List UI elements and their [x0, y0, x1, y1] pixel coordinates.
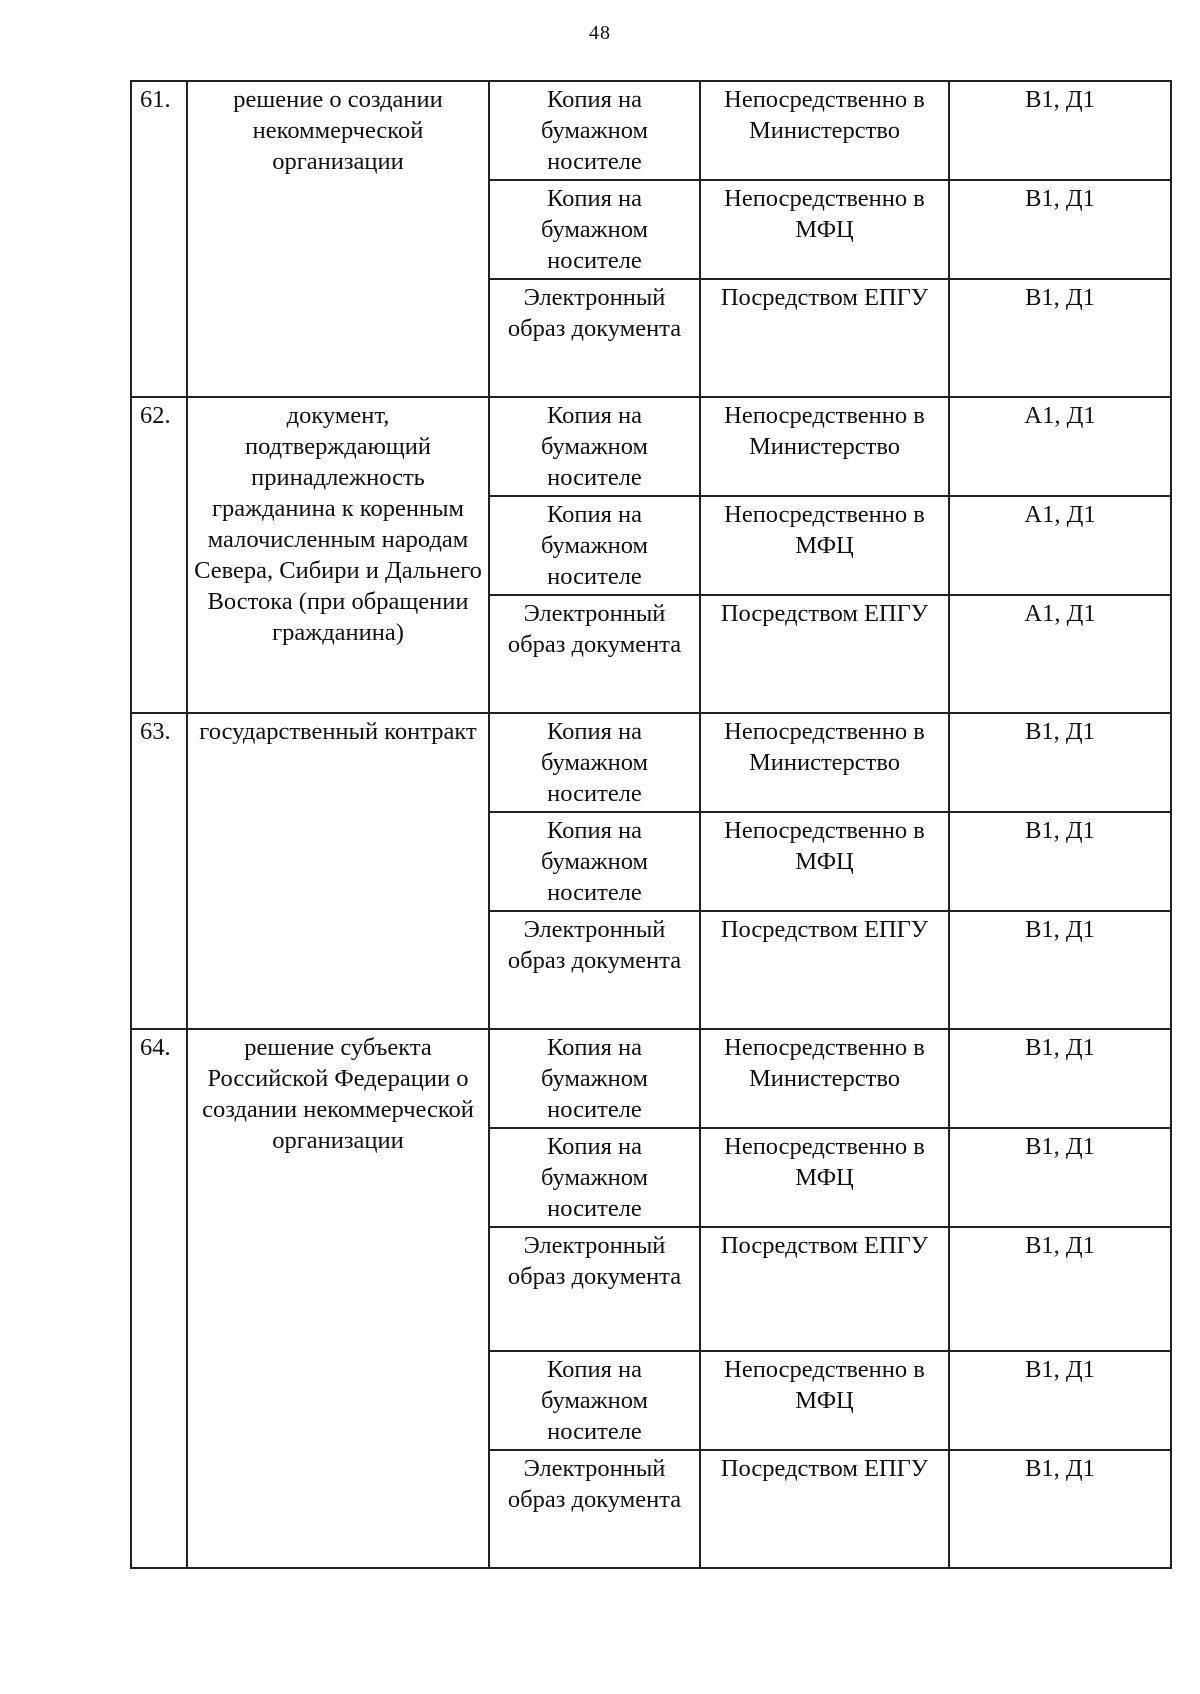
submission-form: Копия на бумажном носителе: [489, 180, 700, 279]
document-name: документ, подтверждающий принадлежность гражданина к коренным малочисленным народам Севера, Сибири и Дальнего Востока (при обращении гражданина): [187, 397, 489, 713]
submission-form: Копия на бумажном носителе: [489, 812, 700, 911]
requirement-code: B1, Д1: [949, 1227, 1171, 1351]
submission-method: Непосредственно в Министерство: [700, 713, 949, 812]
submission-method: Непосредственно в Министерство: [700, 397, 949, 496]
submission-method: Посредством ЕПГУ: [700, 911, 949, 1029]
requirement-code: A1, Д1: [949, 397, 1171, 496]
submission-form: Копия на бумажном носителе: [489, 713, 700, 812]
submission-method: Посредством ЕПГУ: [700, 1450, 949, 1568]
submission-method: Непосредственно в Министерство: [700, 1029, 949, 1128]
submission-method: Посредством ЕПГУ: [700, 595, 949, 713]
document-name: решение о создании некоммерческой организации: [187, 81, 489, 397]
submission-form: Копия на бумажном носителе: [489, 397, 700, 496]
requirement-code: B1, Д1: [949, 1351, 1171, 1450]
row-number: 61.: [131, 81, 187, 397]
submission-form: Копия на бумажном носителе: [489, 81, 700, 180]
submission-form: Копия на бумажном носителе: [489, 1029, 700, 1128]
submission-form: Электронный образ документа: [489, 595, 700, 713]
submission-form: Копия на бумажном носителе: [489, 1128, 700, 1227]
submission-method: Непосредственно в МФЦ: [700, 180, 949, 279]
requirement-code: A1, Д1: [949, 496, 1171, 595]
requirement-code: B1, Д1: [949, 1029, 1171, 1128]
requirement-code: B1, Д1: [949, 713, 1171, 812]
requirement-code: B1, Д1: [949, 1450, 1171, 1568]
page-number: 48: [589, 22, 611, 44]
submission-form: Электронный образ документа: [489, 911, 700, 1029]
row-number: 63.: [131, 713, 187, 1029]
table-row: [131, 81, 1171, 180]
table-row: [131, 1029, 1171, 1128]
submission-method: Непосредственно в МФЦ: [700, 1128, 949, 1227]
requirement-code: A1, Д1: [949, 595, 1171, 713]
table-row: [131, 713, 1171, 812]
document-name: решение субъекта Российской Федерации о создании некоммерческой организации: [187, 1029, 489, 1568]
requirement-code: B1, Д1: [949, 180, 1171, 279]
document-name: государственный контракт: [187, 713, 489, 1029]
row-number: 64.: [131, 1029, 187, 1568]
requirement-code: B1, Д1: [949, 1128, 1171, 1227]
submission-form: Копия на бумажном носителе: [489, 1351, 700, 1450]
submission-form: Электронный образ документа: [489, 279, 700, 397]
submission-method: Непосредственно в МФЦ: [700, 812, 949, 911]
submission-form: Электронный образ документа: [489, 1227, 700, 1351]
submission-method: Посредством ЕПГУ: [700, 1227, 949, 1351]
submission-method: Непосредственно в МФЦ: [700, 496, 949, 595]
requirement-code: B1, Д1: [949, 81, 1171, 180]
row-number: 62.: [131, 397, 187, 713]
requirement-code: B1, Д1: [949, 279, 1171, 397]
requirement-code: B1, Д1: [949, 812, 1171, 911]
submission-form: Копия на бумажном носителе: [489, 496, 700, 595]
submission-method: Посредством ЕПГУ: [700, 279, 949, 397]
requirement-code: B1, Д1: [949, 911, 1171, 1029]
documents-table: [130, 80, 1172, 1569]
submission-method: Непосредственно в Министерство: [700, 81, 949, 180]
table-row: [131, 397, 1171, 496]
submission-form: Электронный образ документа: [489, 1450, 700, 1568]
submission-method: Непосредственно в МФЦ: [700, 1351, 949, 1450]
